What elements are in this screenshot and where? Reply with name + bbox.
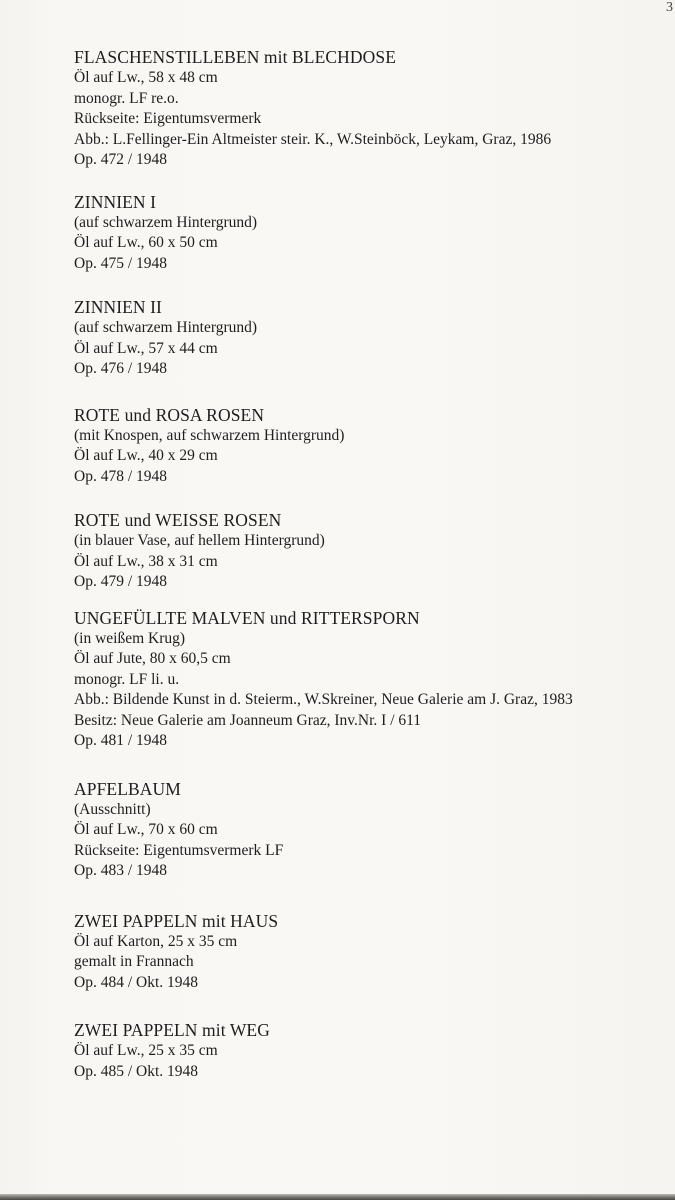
artwork-entry [74, 1019, 664, 1082]
artwork-title: FLASCHENSTILLEBEN mit BLECHDOSE [74, 47, 396, 67]
scan-bottom-edge [0, 1194, 675, 1200]
artwork-title: ROTE und ROSA ROSEN [74, 404, 265, 425]
artwork-detail: (in blauer Vase, auf hellem Hintergrund) [74, 532, 325, 549]
artwork-detail: Öl auf Lw., 25 x 35 cm [74, 1042, 218, 1059]
artwork-detail: (mit Knospen, auf schwarzem Hintergrund) [74, 426, 345, 444]
artwork-detail: (auf schwarzem Hintergrund) [74, 319, 258, 336]
artwork-title: ZWEI PAPPELN mit HAUS [74, 910, 279, 931]
artwork-detail: monogr. LF li. u. [74, 670, 180, 688]
artwork-title: UNGEFÜLLTE MALVEN und RITTERSPORN [74, 607, 420, 628]
artwork-detail: (auf schwarzem Hintergrund) [74, 213, 258, 231]
artwork-detail: Öl auf Lw., 40 x 29 cm [74, 447, 218, 464]
artwork-entry [74, 191, 664, 275]
artwork-detail: Op. 472 / 1948 [74, 151, 167, 168]
artwork-detail: monogr. LF re.o. [74, 89, 179, 107]
artwork-entry [74, 778, 664, 882]
artwork-detail: Rückseite: Eigentumsvermerk LF [74, 841, 284, 859]
artwork-detail: Öl auf Lw., 57 x 44 cm [74, 339, 218, 357]
artwork-detail: Besitz: Neue Galerie am Joanneum Graz, Inv.Nr. I / 611 [74, 711, 422, 729]
artwork-detail: Öl auf Lw., 58 x 48 cm [74, 69, 218, 86]
artwork-entry [74, 910, 664, 994]
artwork-title: ROTE und WEISSE ROSEN [74, 510, 282, 530]
artwork-detail: Abb.: Bildende Kunst in d. Steierm., W.Skreiner, Neue Galerie am J. Graz, 1983 [74, 691, 573, 708]
artwork-entry [74, 607, 664, 752]
artwork-detail: Rückseite: Eigentumsvermerk [74, 110, 262, 127]
artwork-detail: (Ausschnitt) [74, 800, 151, 818]
artwork-detail: Op. 485 / Okt. 1948 [74, 1062, 198, 1080]
artwork-detail: Op. 479 / 1948 [74, 573, 167, 590]
artwork-detail: Op. 484 / Okt. 1948 [74, 973, 198, 991]
artwork-detail: Öl auf Lw., 60 x 50 cm [74, 234, 218, 251]
artwork-detail: gemalt in Frannach [74, 953, 194, 970]
artwork-detail: Op. 481 / 1948 [74, 732, 167, 749]
artwork-entry [74, 404, 664, 488]
artwork-detail: Abb.: L.Fellinger-Ein Altmeister steir. K., W.Steinböck, Leykam, Graz, 1986 [74, 130, 552, 148]
page-corner-mark: 3 [666, 0, 673, 15]
artwork-detail: Op. 478 / 1948 [74, 467, 167, 485]
artwork-detail: Op. 475 / 1948 [74, 254, 167, 272]
artwork-detail: Öl auf Karton, 25 x 35 cm [74, 932, 238, 950]
artwork-detail: Öl auf Lw., 38 x 31 cm [74, 552, 218, 570]
artwork-entry [74, 296, 664, 380]
artwork-detail: Op. 476 / 1948 [74, 360, 167, 377]
artwork-detail: Öl auf Lw., 70 x 60 cm [74, 821, 218, 838]
artwork-title: ZWEI PAPPELN mit WEG [74, 1020, 270, 1040]
artwork-title: ZINNIEN I [74, 191, 157, 212]
artwork-entry [74, 509, 664, 593]
artwork-title: ZINNIEN II [74, 297, 162, 317]
artwork-detail: Öl auf Jute, 80 x 60,5 cm [74, 650, 231, 667]
artwork-detail: Op. 483 / 1948 [74, 862, 167, 879]
artwork-entry-list [74, 46, 664, 1100]
artwork-detail: (in weißem Krug) [74, 629, 186, 647]
artwork-title: APFELBAUM [74, 778, 181, 799]
artwork-entry [74, 46, 664, 171]
